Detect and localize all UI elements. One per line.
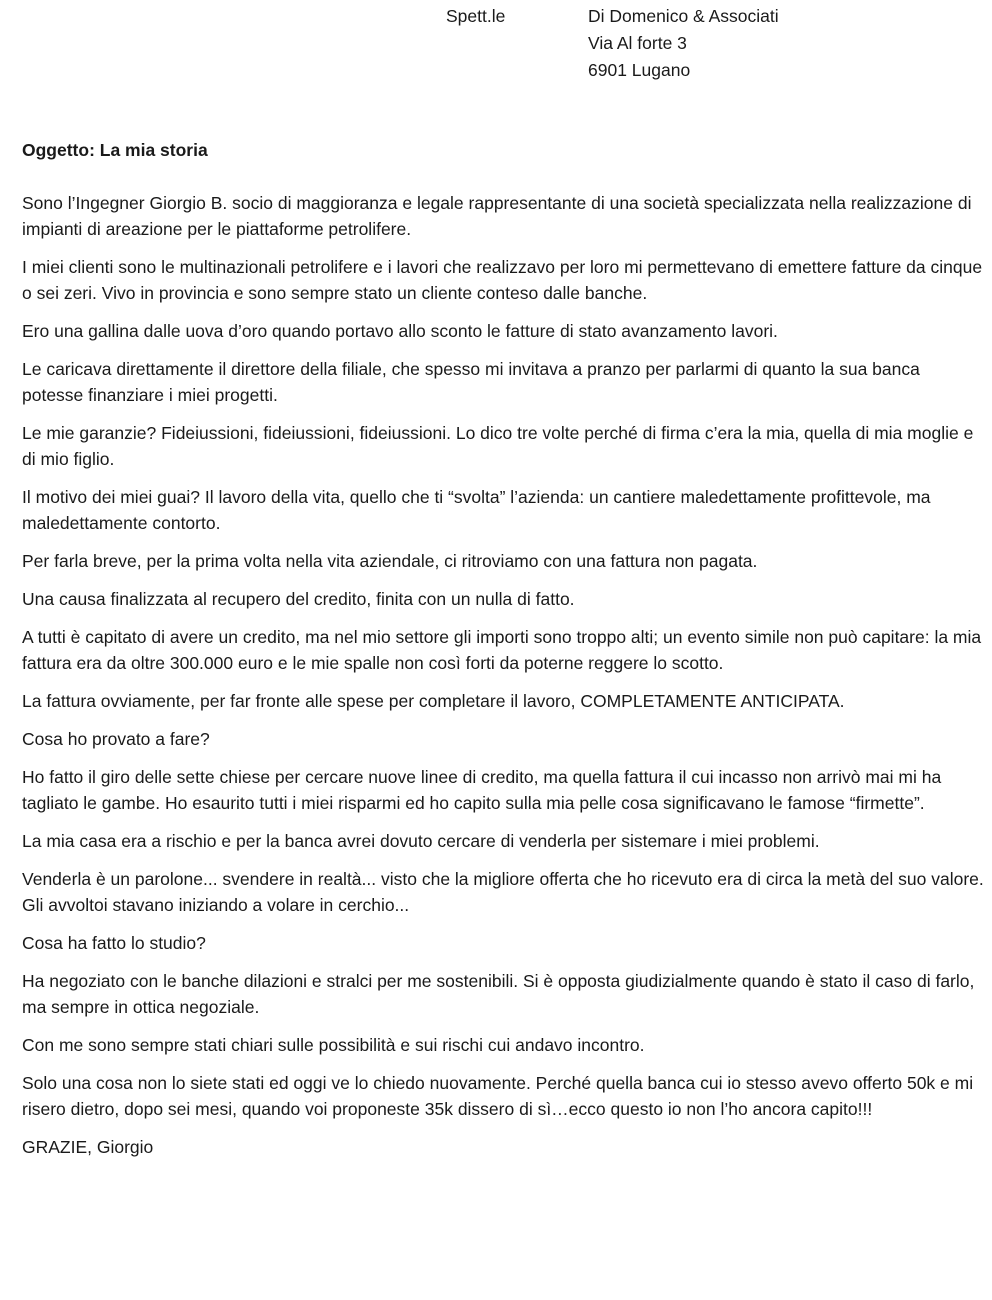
paragraph: Le caricava direttamente il direttore della filiale, che spesso mi invitava a pranzo per parlarmi di quanto la sua banca potesse finanziare i miei progetti. bbox=[22, 359, 920, 405]
recipient-address bbox=[588, 3, 779, 84]
paragraph: Ero una gallina dalle uova d’oro quando portavo allo sconto le fatture di stato avanzamento lavori. bbox=[22, 321, 778, 341]
paragraph: Con me sono sempre stati chiari sulle possibilità e sui rischi cui andavo incontro. bbox=[22, 1035, 645, 1055]
paragraph: Per farla breve, per la prima volta nella vita aziendale, ci ritroviamo con una fattura non pagata. bbox=[22, 551, 758, 571]
paragraph: I miei clienti sono le multinazionali petrolifere e i lavori che realizzavo per loro mi permettevano di emettere fatture da cinque o sei zeri. Vivo in provincia e sono sempre stato un cliente conteso dalle banche. bbox=[22, 257, 983, 303]
paragraph: La fattura ovviamente, per far fronte alle spese per completare il lavoro, COMPLETAMENTE ANTICIPATA. bbox=[22, 691, 845, 711]
paragraph: Cosa ho provato a fare? bbox=[22, 729, 210, 749]
paragraph: Cosa ha fatto lo studio? bbox=[22, 933, 206, 953]
paragraph: Venderla è un parolone... svendere in realtà... visto che la migliore offerta che ho ricevuto era di circa la metà del suo valore. Gli avvoltoi stavano iniziando a volare in cerchio... bbox=[22, 869, 984, 915]
address-line-firm: Di Domenico & Associati bbox=[588, 6, 779, 26]
signature: GRAZIE, Giorgio bbox=[22, 1137, 154, 1157]
paragraph: Il motivo dei miei guai? Il lavoro della vita, quello che ti “svolta” l’azienda: un cantiere maledettamente profittevole, ma maledettamente contorto. bbox=[22, 487, 931, 533]
paragraph: Ho fatto il giro delle sette chiese per cercare nuove linee di credito, ma quella fattura il cui incasso non arrivò mai mi ha tagliato le gambe. Ho esaurito tutti i miei risparmi ed ho capito sulla mia pelle cosa significavano le famose “firmette”. bbox=[22, 767, 942, 813]
letter-body bbox=[22, 190, 984, 1172]
paragraph: Sono l’Ingegner Giorgio B. socio di maggioranza e legale rappresentante di una società specializzata nella realizzazione di impianti di areazione per le piattaforme petrolifere. bbox=[22, 193, 972, 239]
paragraph: Una causa finalizzata al recupero del credito, finita con un nulla di fatto. bbox=[22, 589, 575, 609]
paragraph: Ha negoziato con le banche dilazioni e stralci per me sostenibili. Si è opposta giudizialmente quando è stato il caso di farlo, ma sempre in ottica negoziale. bbox=[22, 971, 975, 1017]
paragraph: Solo una cosa non lo siete stati ed oggi ve lo chiedo nuovamente. Perché quella banca cui io stesso avevo offerto 50k e mi risero dietro, dopo sei mesi, quando voi proponeste 35k dissero di sì…ecco questo io non l’ho ancora capito!!! bbox=[22, 1073, 974, 1119]
paragraph: La mia casa era a rischio e per la banca avrei dovuto cercare di venderla per sistemare i miei problemi. bbox=[22, 831, 820, 851]
address-line-city: 6901 Lugano bbox=[588, 60, 691, 80]
paragraph: Le mie garanzie? Fideiussioni, fideiussioni, fideiussioni. Lo dico tre volte perché di firma c’era la mia, quella di mia moglie e di mio figlio. bbox=[22, 423, 974, 469]
salutation: Spett.le bbox=[446, 6, 506, 26]
letter-subject: Oggetto: La mia storia bbox=[22, 140, 208, 160]
address-line-street: Via Al forte 3 bbox=[588, 33, 687, 53]
paragraph: A tutti è capitato di avere un credito, ma nel mio settore gli importi sono troppo alti; un evento simile non può capitare: la mia fattura era da oltre 300.000 euro e le mie spalle non così forti da poterne reggere lo scotto. bbox=[22, 627, 982, 673]
